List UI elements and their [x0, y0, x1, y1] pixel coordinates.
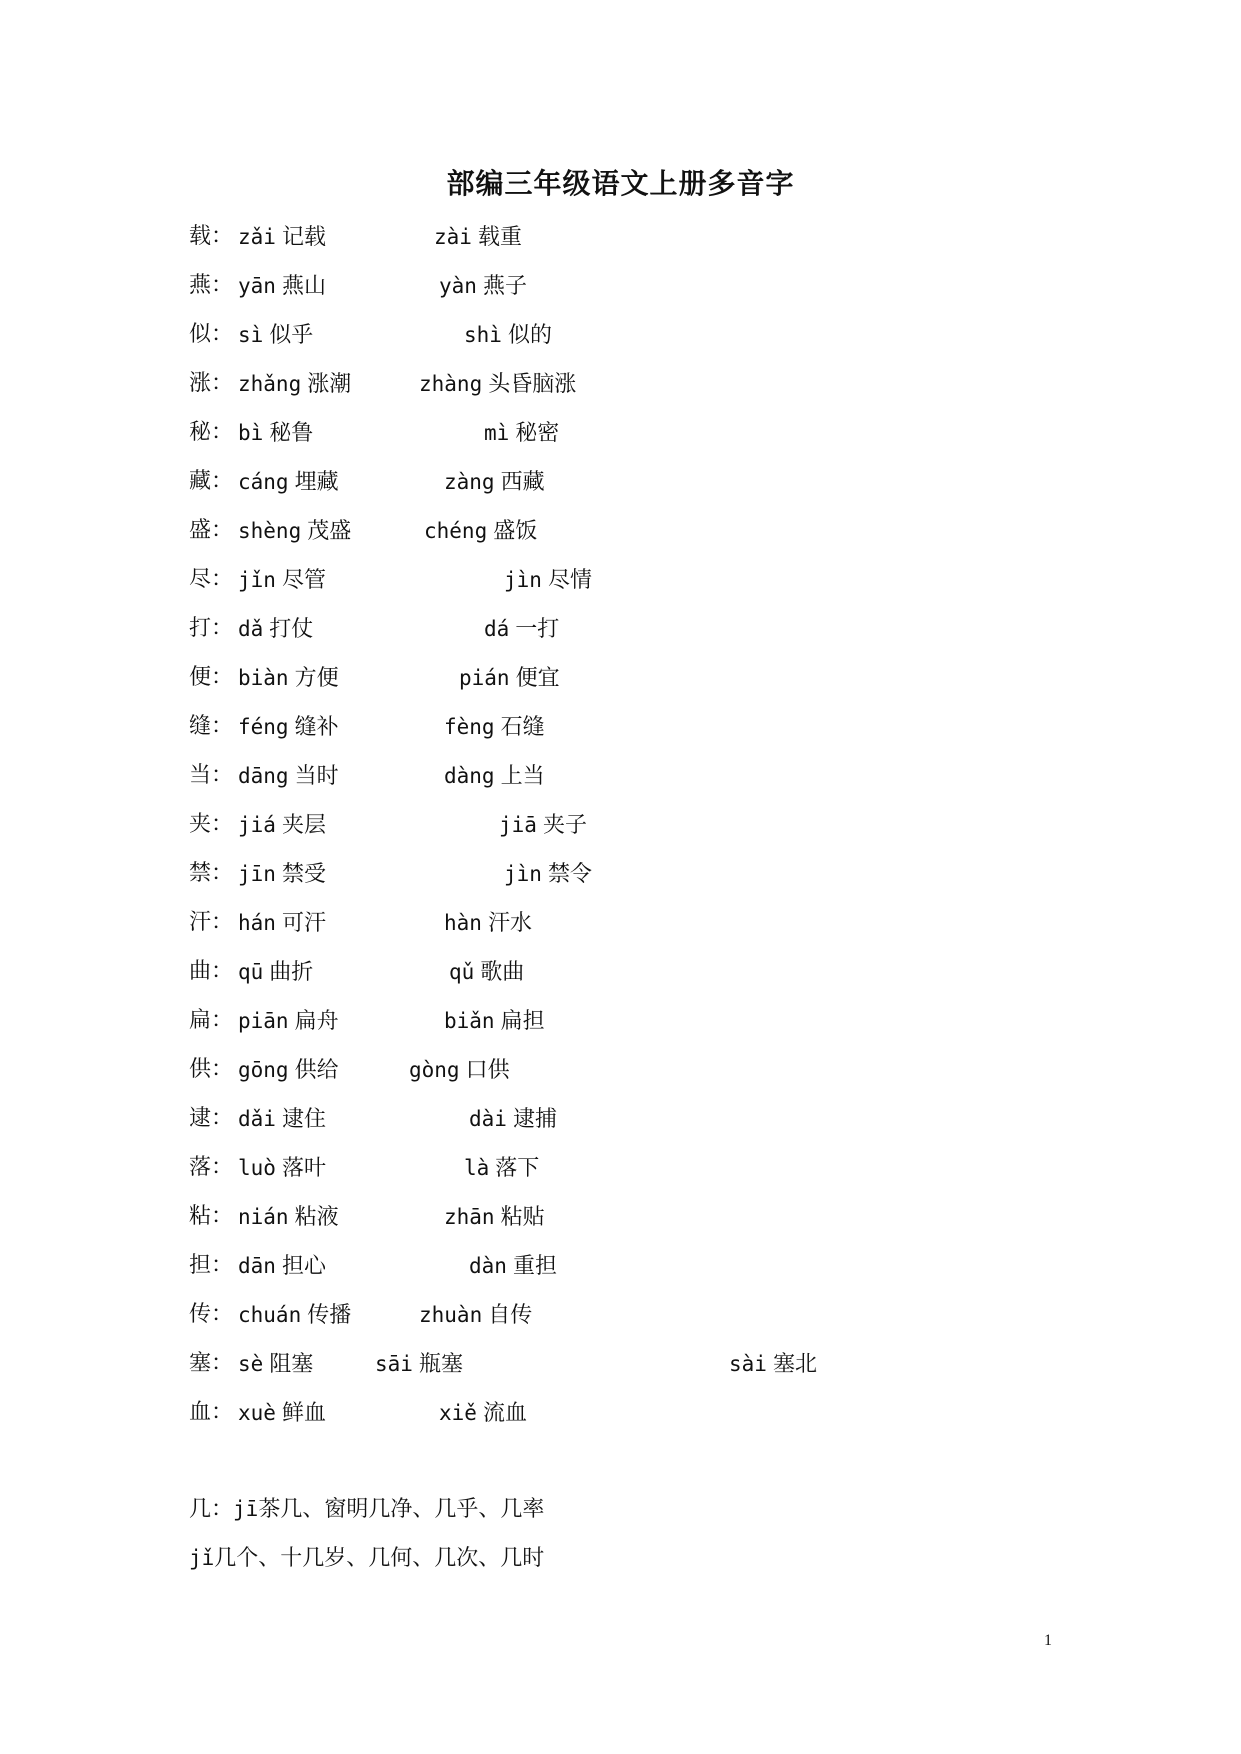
example-word: 粘液	[294, 1205, 339, 1230]
entry-reading-2	[409, 1055, 510, 1086]
example-word: 可汗	[281, 911, 326, 936]
pinyin: sāi	[375, 1352, 413, 1376]
entry-reading-1	[238, 1251, 326, 1282]
entry-reading-1	[238, 1202, 339, 1233]
entry-char: 血：	[189, 1400, 234, 1425]
entry-char: 盛：	[189, 518, 234, 543]
example-word: 传播	[307, 1303, 352, 1328]
pinyin: jīn	[238, 862, 276, 886]
example-word: 头昏脑涨	[488, 372, 577, 397]
entry-reading-2	[469, 1104, 557, 1135]
page-number: 1	[1044, 1632, 1052, 1649]
pinyin: dāng	[238, 764, 289, 788]
pinyin: hàn	[444, 911, 482, 935]
entry-char: 燕：	[189, 273, 234, 298]
entry-reading-1	[238, 222, 326, 253]
entry-char: 涨：	[189, 371, 234, 396]
example-word: 埋藏	[294, 470, 339, 495]
example-word: 当时	[294, 764, 339, 789]
entry-reading-2	[484, 418, 559, 449]
example-word: 禁受	[281, 862, 326, 887]
example-word: 缝补	[294, 715, 339, 740]
entry-reading-2	[499, 810, 587, 841]
pinyin: jìn	[504, 862, 542, 886]
entry-char: 打：	[189, 616, 234, 641]
entry-reading-2	[444, 761, 545, 792]
example-word: 方便	[294, 666, 339, 691]
ji-pinyin-1: jī	[233, 1497, 259, 1521]
entry-reading-1	[238, 663, 339, 694]
pinyin: chéng	[424, 519, 488, 543]
pinyin: xuè	[238, 1401, 276, 1425]
example-word: 口供	[465, 1058, 510, 1083]
example-word: 汗水	[487, 911, 532, 936]
example-word: 歌曲	[480, 960, 525, 985]
pinyin: dǎ	[238, 617, 264, 641]
pinyin: gòng	[409, 1058, 460, 1082]
entry-char: 夹：	[189, 812, 234, 837]
entry-reading-2	[464, 1153, 539, 1184]
example-word: 重担	[512, 1254, 557, 1279]
ji-line-1	[189, 1494, 544, 1543]
entry-char: 担：	[189, 1253, 234, 1278]
entry-char: 秘：	[189, 420, 234, 445]
entry-reading-1	[238, 614, 313, 645]
example-word: 供给	[294, 1058, 339, 1083]
example-word: 似的	[507, 323, 552, 348]
pinyin: dàn	[469, 1254, 507, 1278]
example-word: 扁担	[500, 1009, 545, 1034]
pinyin: zhǎng	[238, 372, 302, 396]
entry-reading-1	[238, 908, 326, 939]
entry-char: 扁：	[189, 1008, 234, 1033]
example-word: 尽管	[281, 568, 326, 593]
entry-char: 当：	[189, 763, 234, 788]
example-word: 盛饭	[493, 519, 538, 544]
example-word: 秘密	[515, 421, 560, 446]
entry-reading-2	[439, 1398, 527, 1429]
entry-reading-1	[238, 1055, 339, 1086]
example-word: 燕山	[281, 274, 326, 299]
pinyin: nián	[238, 1205, 289, 1229]
entry-char: 传：	[189, 1302, 234, 1327]
entry-char: 似：	[189, 322, 234, 347]
entry-reading-2	[504, 859, 592, 890]
entry-reading-1	[238, 369, 351, 400]
entry-reading-2	[449, 957, 524, 988]
entry-reading-1	[238, 712, 339, 743]
example-word: 西藏	[500, 470, 545, 495]
pinyin: zhān	[444, 1205, 495, 1229]
example-word: 粘贴	[500, 1205, 545, 1230]
example-word: 落叶	[281, 1156, 326, 1181]
ji-line-2	[189, 1543, 544, 1592]
pinyin: là	[464, 1156, 490, 1180]
pinyin: mì	[484, 421, 510, 445]
example-word: 扁舟	[294, 1009, 339, 1034]
entry-char: 塞：	[189, 1351, 234, 1376]
entry-reading-2	[444, 467, 545, 498]
example-word: 阻塞	[269, 1352, 314, 1377]
entry-reading-1	[238, 1349, 313, 1380]
pinyin: qū	[238, 960, 264, 984]
example-word: 燕子	[482, 274, 527, 299]
entry-reading-2	[424, 516, 537, 547]
pinyin: yàn	[439, 274, 477, 298]
pinyin: jǐn	[238, 568, 276, 592]
entry-reading-1	[238, 1300, 351, 1331]
example-word: 逮住	[281, 1107, 326, 1132]
entry-char: 粘：	[189, 1204, 234, 1229]
entry-reading-2	[434, 222, 522, 253]
pinyin: sè	[238, 1352, 264, 1376]
pinyin: zàng	[444, 470, 495, 494]
entry-char: 曲：	[189, 959, 234, 984]
example-word: 涨潮	[307, 372, 352, 397]
ji-char: 几：	[189, 1497, 234, 1522]
entry-reading-2	[419, 369, 576, 400]
entry-reading-1	[238, 1153, 326, 1184]
ji-words-1: 茶几、窗明几净、几乎、几率	[258, 1497, 545, 1522]
entry-reading-1	[238, 418, 313, 449]
pinyin: jiā	[499, 813, 537, 837]
entry-reading-2	[504, 565, 592, 596]
pinyin: zhuàn	[419, 1303, 483, 1327]
pinyin: yān	[238, 274, 276, 298]
entry-reading-1	[238, 467, 339, 498]
pinyin: fèng	[444, 715, 495, 739]
example-word: 自传	[488, 1303, 533, 1328]
example-word: 瓶塞	[418, 1352, 463, 1377]
pinyin: bì	[238, 421, 264, 445]
pinyin: shèng	[238, 519, 302, 543]
entry-reading-1	[238, 957, 313, 988]
entry-reading-2	[469, 1251, 557, 1282]
entry-char: 缝：	[189, 714, 234, 739]
entry-reading-2	[444, 1202, 545, 1233]
example-word: 秘鲁	[269, 421, 314, 446]
entry-char: 禁：	[189, 861, 234, 886]
entry-reading-2	[419, 1300, 532, 1331]
pinyin: dài	[469, 1107, 507, 1131]
example-word: 夹子	[542, 813, 587, 838]
pinyin: piān	[238, 1009, 289, 1033]
entry-reading-2	[439, 271, 527, 302]
pinyin: biàn	[238, 666, 289, 690]
pinyin: zǎi	[238, 225, 276, 249]
example-word: 便宜	[515, 666, 560, 691]
pinyin: jiá	[238, 813, 276, 837]
example-word: 记载	[281, 225, 326, 250]
entry-reading-2	[444, 908, 532, 939]
example-word: 禁令	[547, 862, 592, 887]
entry-reading-1	[238, 1398, 326, 1429]
entry-reading-2	[464, 320, 552, 351]
entry-char: 载：	[189, 224, 234, 249]
pinyin: dá	[484, 617, 510, 641]
example-word: 石缝	[500, 715, 545, 740]
pinyin: féng	[238, 715, 289, 739]
entry-reading-1	[238, 810, 326, 841]
example-word: 曲折	[269, 960, 314, 985]
pinyin: pián	[459, 666, 510, 690]
pinyin: chuán	[238, 1303, 302, 1327]
example-word: 逮捕	[512, 1107, 557, 1132]
entry-reading-2	[459, 663, 560, 694]
pinyin: jìn	[504, 568, 542, 592]
entry-reading-2	[375, 1349, 463, 1380]
entry-char: 逮：	[189, 1106, 234, 1131]
example-word: 担心	[281, 1254, 326, 1279]
entry-reading-1	[238, 1104, 326, 1135]
pinyin: dān	[238, 1254, 276, 1278]
example-word: 夹层	[281, 813, 326, 838]
entry-char: 便：	[189, 665, 234, 690]
ji-section	[189, 1494, 544, 1592]
pinyin: dàng	[444, 764, 495, 788]
example-word: 塞北	[772, 1352, 817, 1377]
entry-char: 尽：	[189, 567, 234, 592]
ji-words-2: 几个、十几岁、几何、几次、几时	[214, 1546, 545, 1571]
entry-char: 供：	[189, 1057, 234, 1082]
pinyin: shì	[464, 323, 502, 347]
example-word: 落下	[495, 1156, 540, 1181]
entry-reading-1	[238, 761, 339, 792]
pinyin: sài	[729, 1352, 767, 1376]
entry-reading-1	[238, 320, 313, 351]
pinyin: sì	[238, 323, 264, 347]
example-word: 似乎	[269, 323, 314, 348]
ji-pinyin-2: jǐ	[189, 1546, 215, 1570]
entry-reading-1	[238, 859, 326, 890]
entry-reading-3	[729, 1349, 817, 1380]
pinyin: biǎn	[444, 1009, 495, 1033]
pinyin: qǔ	[449, 960, 475, 984]
pinyin: cáng	[238, 470, 289, 494]
entry-char: 落：	[189, 1155, 234, 1180]
entry-reading-2	[444, 712, 545, 743]
example-word: 载重	[477, 225, 522, 250]
entry-reading-2	[484, 614, 559, 645]
example-word: 茂盛	[307, 519, 352, 544]
pinyin: zài	[434, 225, 472, 249]
entry-reading-1	[238, 565, 326, 596]
pinyin: dǎi	[238, 1107, 276, 1131]
entry-reading-2	[444, 1006, 545, 1037]
page-title: 部编三年级语文上册多音字	[446, 167, 795, 200]
example-word: 上当	[500, 764, 545, 789]
entry-char: 藏：	[189, 469, 234, 494]
entry-reading-1	[238, 516, 351, 547]
entry-char: 汗：	[189, 910, 234, 935]
entry-reading-1	[238, 271, 326, 302]
pinyin: zhàng	[419, 372, 483, 396]
example-word: 鲜血	[281, 1401, 326, 1426]
pinyin: gōng	[238, 1058, 289, 1082]
example-word: 打仗	[269, 617, 314, 642]
pinyin: xiě	[439, 1401, 477, 1425]
pinyin: hán	[238, 911, 276, 935]
example-word: 一打	[515, 617, 560, 642]
example-word: 尽情	[547, 568, 592, 593]
entry-reading-1	[238, 1006, 339, 1037]
example-word: 流血	[482, 1401, 527, 1426]
pinyin: luò	[238, 1156, 276, 1180]
